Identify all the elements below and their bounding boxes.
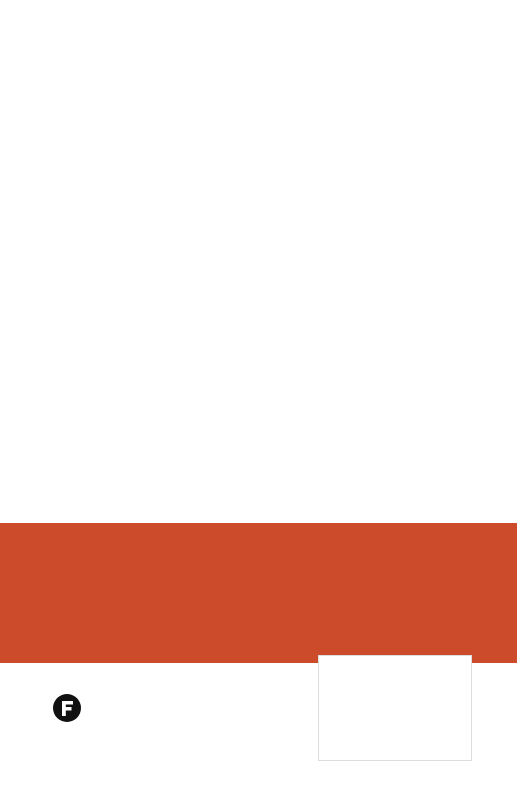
crowd-illustration-top [0,0,517,165]
barcode-bars [325,674,465,740]
isbn-barcode [318,655,472,761]
crowd-top-graphic [0,0,517,165]
endorsement-quote-2 [57,392,477,397]
freiling-f-icon [52,693,82,723]
endorsement-quote-3 [57,458,477,463]
publisher-logo [52,693,88,723]
endorsement-quote-1 [57,323,477,328]
author-bio-band [0,523,517,663]
